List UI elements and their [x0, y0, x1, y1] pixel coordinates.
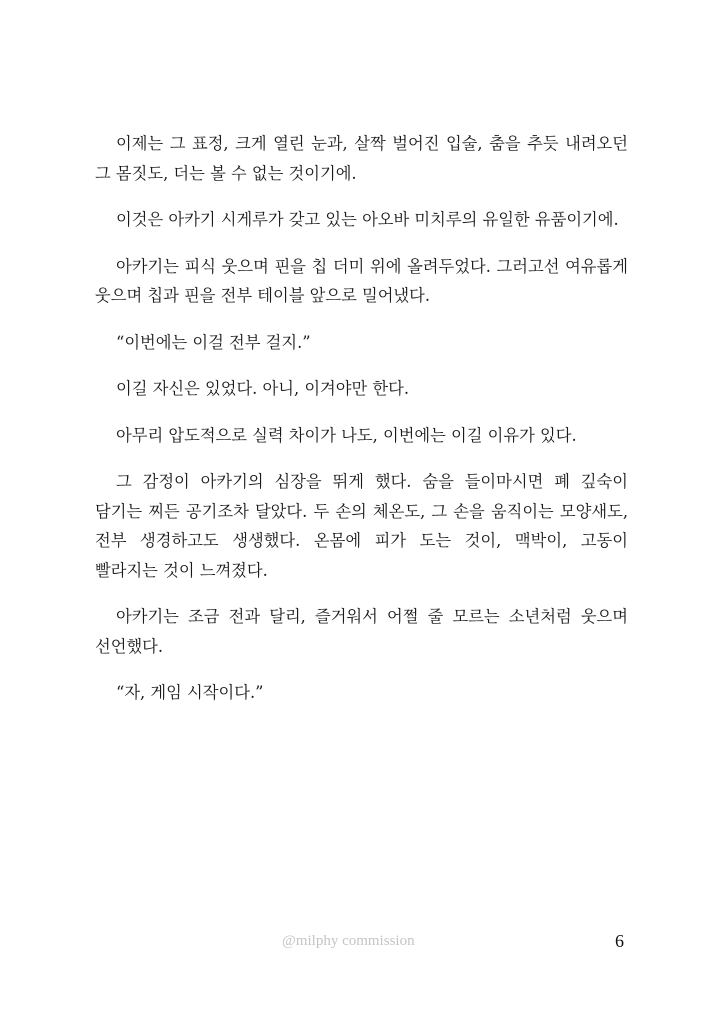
paragraph: 이제는 그 표정, 크게 열린 눈과, 살짝 벌어진 입술, 춤을 추듯 내려오던 그 몸짓도, 더는 볼 수 없는 것이기에. [95, 134, 628, 183]
paragraph: 이것은 아카기 시게루가 갖고 있는 아오바 미치루의 유일한 유품이기에. [116, 210, 619, 229]
dialogue-line: “자, 게임 시작이다.” [116, 683, 264, 702]
paragraph: 아카기는 조금 전과 달리, 즐거워서 어쩔 줄 모르는 소년처럼 웃으며 선언했다. [95, 607, 628, 656]
watermark: @milphy commission [282, 933, 415, 949]
page-body [95, 129, 628, 725]
page-number: 6 [615, 931, 624, 951]
paragraph: 아무리 압도적으로 실력 차이가 나도, 이번에는 이길 이유가 있다. [116, 425, 577, 445]
paragraph: 아카기는 피식 웃으며 핀을 칩 더미 위에 올려두었다. 그러고선 여유롭게 웃으며 칩과 핀을 전부 테이블 앞으로 밀어냈다. [95, 256, 628, 305]
paragraph: 이길 자신은 있었다. 아니, 이겨야만 한다. [116, 379, 410, 398]
paragraph: 그 감정이 아카기의 심장을 뛰게 했다. 숨을 들이마시면 폐 깊숙이 담기는 찌든 공기조차 달았다. 두 손의 체온도, 그 손을 움직이는 모양새도, 전부 생경하고도 생생했다. 온몸에 피가 도는 것이, 맥박이, 고동이 빨라지는 것이 느껴졌다. [95, 472, 628, 580]
dialogue-line: “이번에는 이걸 전부 걸지.” [116, 332, 311, 352]
